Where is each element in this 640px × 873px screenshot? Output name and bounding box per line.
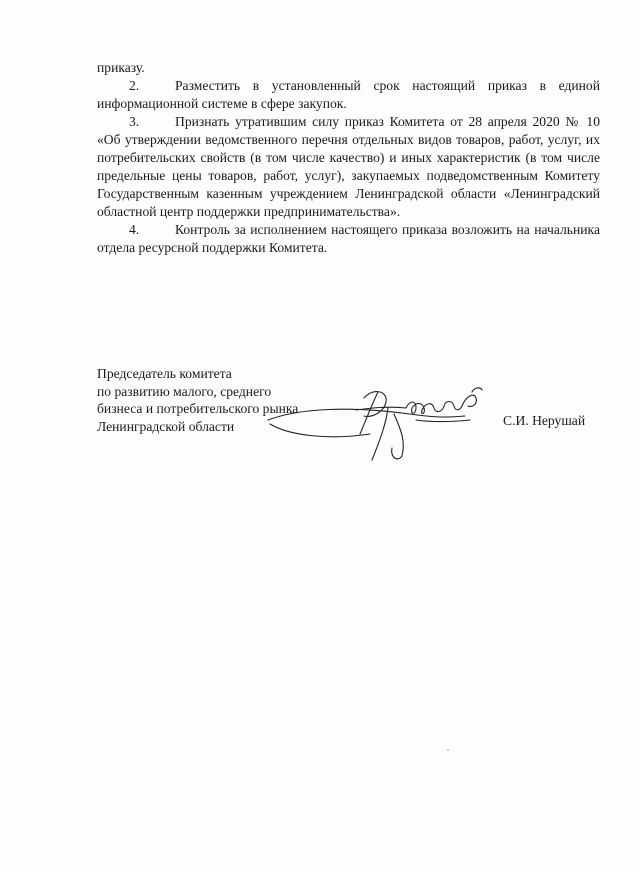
item-number: 2. bbox=[129, 78, 140, 93]
item-number: 3. bbox=[129, 114, 140, 129]
signer-title-line: по развитию малого, среднего bbox=[97, 383, 272, 399]
item-text: Разместить в установленный срок настоящий приказ в единой информационной системе в сфере закупок. bbox=[97, 78, 600, 111]
item-text: Контроль за исполнением настоящего приказа возложить на начальника отдела ресурсной поддержки Комитета. bbox=[97, 222, 600, 255]
item-2 bbox=[97, 77, 600, 113]
scan-speck bbox=[447, 749, 449, 751]
continuation-text: приказу. bbox=[97, 60, 145, 75]
signer-title-line: Председатель комитета bbox=[97, 366, 232, 381]
signer-name: С.И. Нерушай bbox=[503, 413, 586, 428]
item-number: 4. bbox=[129, 222, 140, 237]
item-3 bbox=[97, 113, 600, 221]
item-text: Признать утратившим силу приказ Комитета от 28 апреля 2020 № 10 «Об утверждении ведомственного перечня отдельных видов товаров, работ, услуг, их потребительских свойств (в том числе качество) и иных характеристик (в том числе предельные цены товаров, работ, услуг), закупаемых подведомственным Комитету Государственным казенным учреждением Ленинградской области «Ленинградский областной центр поддержки предпринимательства». bbox=[97, 114, 600, 219]
handwritten-signature bbox=[260, 378, 500, 468]
item-4 bbox=[97, 221, 600, 257]
document-body bbox=[97, 59, 600, 257]
signer-title-line: Ленинградской области bbox=[97, 418, 235, 434]
signer-title-line: бизнеса и потребительского рынка bbox=[97, 401, 299, 416]
